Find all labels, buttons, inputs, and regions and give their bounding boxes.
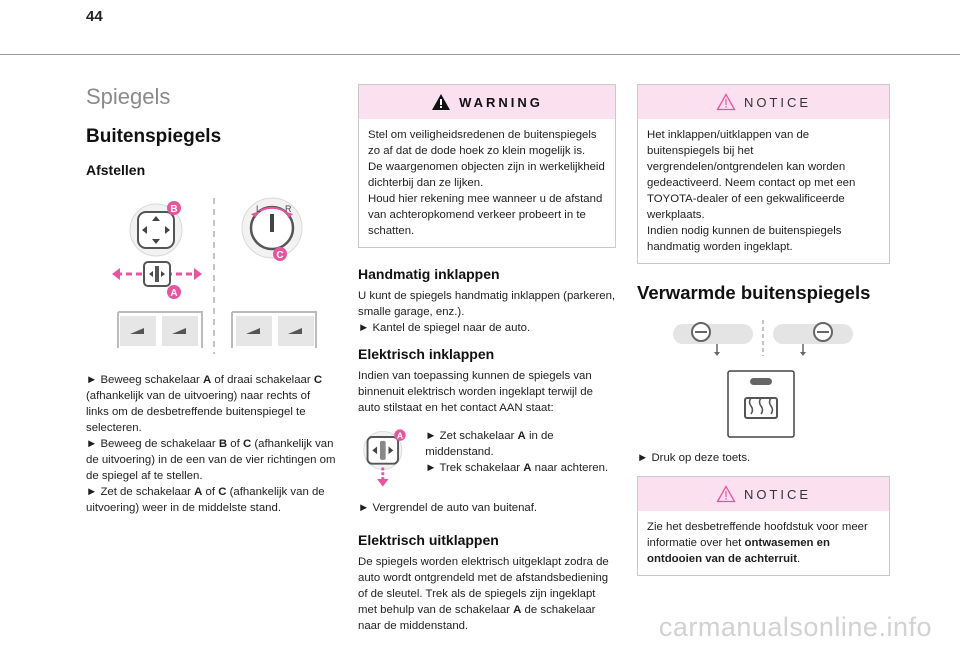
fold-step-1: ► Zet schakelaar A in de middenstand. <box>425 430 554 458</box>
notice-title-1: NOTICE <box>743 94 812 110</box>
notice-body-1 <box>638 119 889 263</box>
adjust-step-3: ► Zet de schakelaar A of C (afhankelijk van de uitvoering) weer in de middelste stand. <box>86 486 325 514</box>
page-number: 44 <box>86 8 103 25</box>
notice-box-2 <box>637 476 890 576</box>
notice1-line-1: Het inklappen/uitklappen van de buitenspiegels bij het vergrendelen/ontgrendelen kan worden gedeactiveerd. Neem contact op met een TOYOTA-dealer of een gekwalificeerde werkplaats. <box>647 129 856 221</box>
svg-text:C: C <box>276 250 284 261</box>
electric-unfold-heading: Elektrisch uitklappen <box>358 532 499 548</box>
notice-title-2: NOTICE <box>743 486 812 502</box>
electric-unfold-text: De spiegels worden elektrisch uitgeklapt zodra de auto wordt ontgrendeld met de afstandsbediening of de sleutel. Trek als de spiegels zijn ingeklapt met behulp van de schakelaar A de schakelaar naar de middenstand. <box>358 556 609 632</box>
notice2-text: Zie het desbetreffende hoofdstuk voor meer informatie over het ontwasemen en ontdooien van de achterruit. <box>647 521 868 565</box>
electric-fold-heading: Elektrisch inklappen <box>358 346 495 362</box>
notice-header-2 <box>638 477 889 511</box>
fold-switch-illustration <box>358 426 415 490</box>
fold-switch-figure <box>358 426 616 490</box>
mirror-controls-illustration <box>86 194 336 354</box>
warning-header <box>359 85 615 119</box>
notice-box-1 <box>637 84 890 264</box>
column-2 <box>358 84 616 634</box>
warning-line-3: Houd hier rekening mee wanneer u de afstand van achteropkomend verkeer probeert in te schatten. <box>368 193 603 237</box>
notice-body-2 <box>638 511 889 575</box>
manual-fold-step: ► Kantel de spiegel naar de auto. <box>358 322 531 334</box>
section-heading: Buitenspiegels <box>86 126 222 147</box>
warning-line-2: De waargenomen objecten zijn in werkelijkheid dichterbij dan ze lijken. <box>368 161 605 189</box>
header-rule <box>0 54 960 55</box>
adjust-steps <box>86 372 336 516</box>
warning-line-1: Stel om veiligheidsredenen de buitenspiegels zo af dat de dode hoek zo klein mogelijk is. <box>368 129 597 157</box>
notice1-line-2: Indien nodig kunnen de buitenspiegels handmatig worden ingeklapt. <box>647 225 842 253</box>
page-title: Spiegels <box>86 84 171 109</box>
svg-text:L: L <box>256 204 262 214</box>
adjust-step-1: ► Beweeg schakelaar A of draai schakelaar C (afhankelijk van de uitvoering) naar rechts of links om de desbetreffende buitenspiegel te selecteren. <box>86 374 323 434</box>
notice-triangle-icon <box>716 93 736 111</box>
mirror-adjust-figure <box>86 194 336 354</box>
svg-text:A: A <box>170 288 178 299</box>
manual-fold-text: U kunt de spiegels handmatig inklappen (parkeren, smalle garage, enz.). <box>358 290 616 318</box>
warning-title: WARNING <box>459 94 543 110</box>
svg-text:R: R <box>285 204 292 214</box>
warning-box <box>358 84 616 248</box>
column-3 <box>637 84 890 576</box>
heated-step: ► Druk op deze toets. <box>637 452 751 464</box>
heated-mirrors-figure <box>637 318 890 438</box>
electric-fold-text: Indien van toepassing kunnen de spiegels van binnenuit elektrisch worden ingeklapt terwijl de auto stilstaat en het contact AAN staat: <box>358 370 593 414</box>
subsection-heading: Afstellen <box>86 162 146 178</box>
fold-step-3: ► Vergrendel de auto van buitenaf. <box>358 502 538 514</box>
manual-fold-heading: Handmatig inklappen <box>358 266 500 282</box>
svg-text:B: B <box>170 204 178 215</box>
notice-triangle-icon-2 <box>716 485 736 503</box>
fold-steps <box>425 426 616 476</box>
watermark: carmanualsonline.info <box>658 612 932 642</box>
svg-text:A: A <box>396 430 404 441</box>
notice-header-1 <box>638 85 889 119</box>
heated-mirrors-heading: Verwarmde buitenspiegels <box>637 282 871 303</box>
warning-body <box>359 119 615 247</box>
column-1 <box>86 80 336 516</box>
fold-step-2: ► Trek schakelaar A naar achteren. <box>425 462 609 474</box>
warning-triangle-icon <box>431 93 451 111</box>
adjust-step-2: ► Beweeg de schakelaar B of C (afhankelijk van de uitvoering) in de een van de vier richtingen om de spiegel af te stellen. <box>86 438 336 482</box>
defrost-illustration <box>637 318 890 438</box>
